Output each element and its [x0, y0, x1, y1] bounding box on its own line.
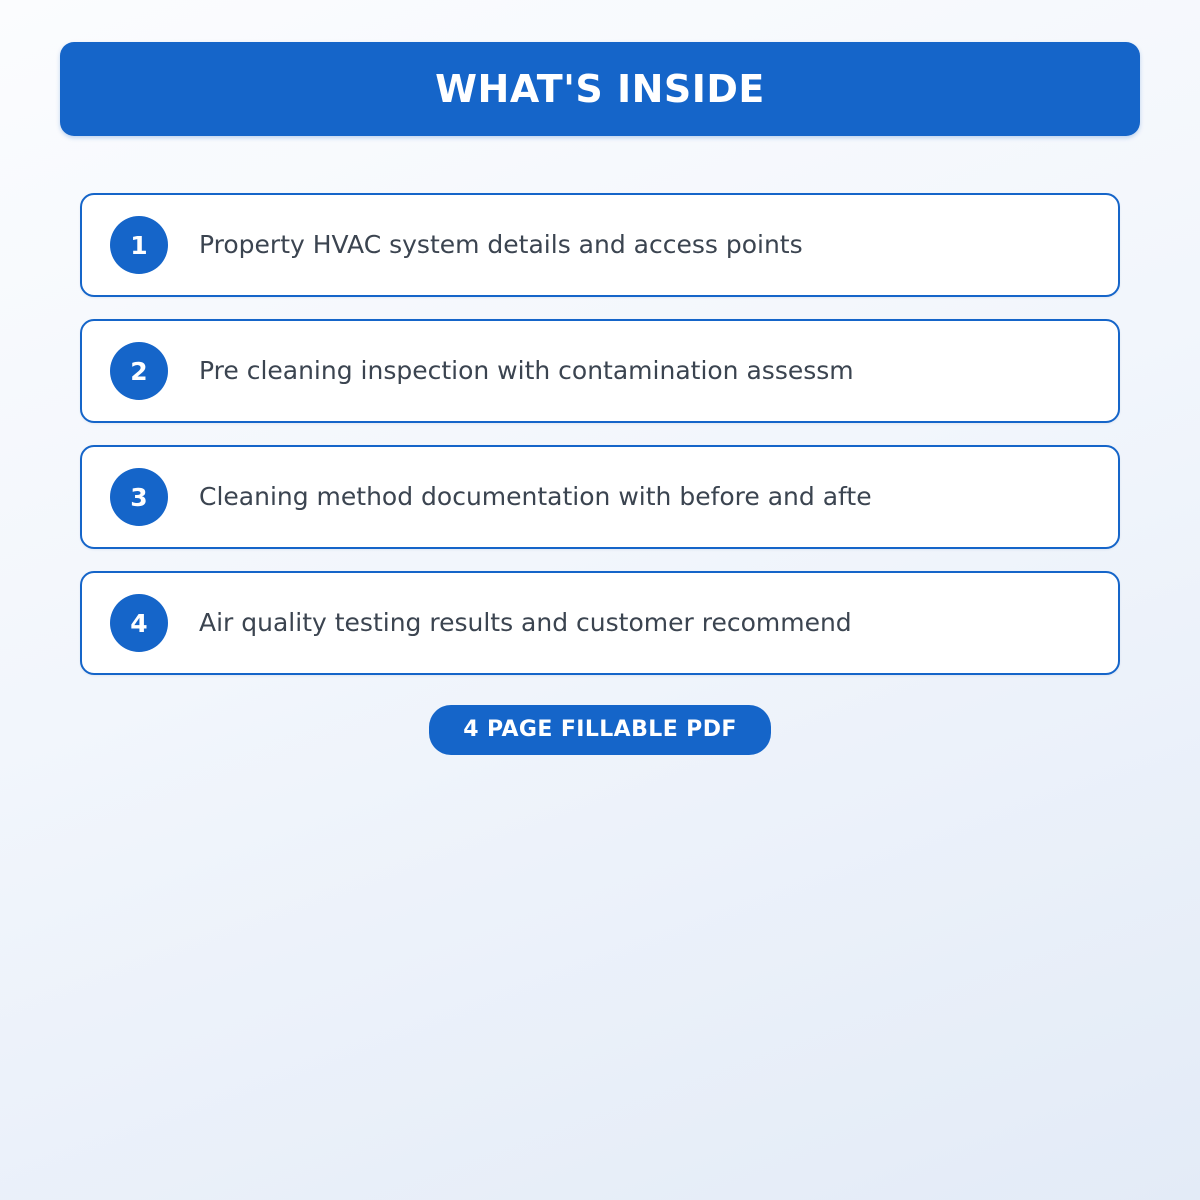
item-number-badge: 1	[110, 216, 168, 274]
page-header	[60, 42, 1140, 136]
item-label: Cleaning method documentation with before and afte	[199, 482, 872, 511]
item-number-badge: 2	[110, 342, 168, 400]
list-item[interactable]	[80, 571, 1120, 675]
list-item[interactable]	[80, 319, 1120, 423]
page-count-badge[interactable]: 4 PAGE FILLABLE PDF	[429, 705, 771, 755]
item-label: Property HVAC system details and access points	[199, 230, 803, 259]
page-title: WHAT'S INSIDE	[435, 67, 765, 111]
inclusions-list	[80, 193, 1120, 697]
item-number-badge: 3	[110, 468, 168, 526]
item-label: Air quality testing results and customer recommend	[199, 608, 852, 637]
item-number-badge: 4	[110, 594, 168, 652]
list-item[interactable]	[80, 193, 1120, 297]
item-label: Pre cleaning inspection with contamination assessm	[199, 356, 854, 385]
cta-container	[0, 705, 1200, 755]
list-item[interactable]	[80, 445, 1120, 549]
